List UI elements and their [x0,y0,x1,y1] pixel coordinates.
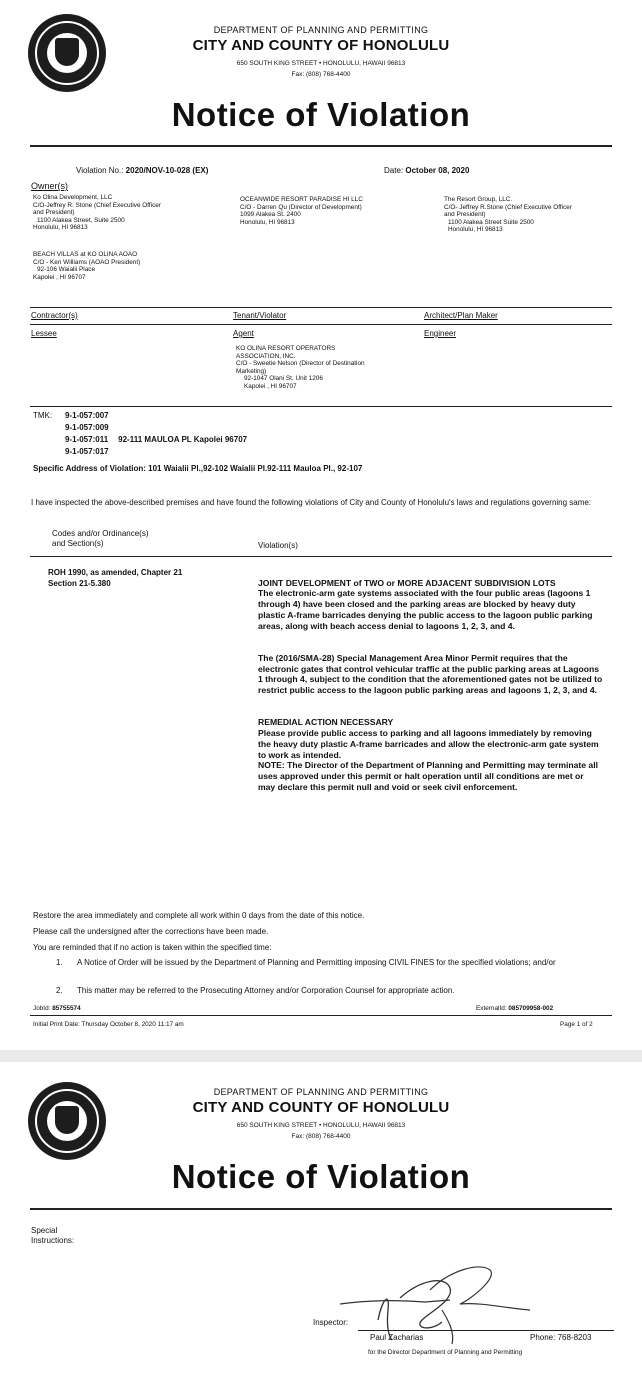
reminder-item-2: This matter may be referred to the Prosecuting Attorney and/or Corporation Counsel for appropriate action. [77,986,455,995]
inspector-label: Inspector: [313,1318,349,1327]
tmk-address: 92-111 MAULOA PL Kapolei 96707 [118,435,248,444]
owner-beach-villas: BEACH VILLAS at KO OLINA AOAO C/O - Ken Williams (AOAO President) 92-106 Waialii Place Kapolei , HI 96707 [33,251,141,281]
call-instruction: Please call the undersigned after the corrections have been made. [33,927,269,936]
specific-address: 101 Waialii Pl.,92-102 Waialii Pl.92-111 Mauloa Pl., 92-107 [148,464,363,473]
inspector-name: Paul Zacharias [370,1333,424,1342]
engineer-label: Engineer [424,329,457,338]
tenant-violator-label: Tenant/Violator [233,311,287,320]
violation-number: 2020/NOV-10-028 [125,166,191,175]
owners-label: Owner(s) [31,181,69,191]
tmk-label: TMK: [33,411,53,420]
codes-header: Codes and/or Ordinance(s) and Section(s) [52,529,149,548]
owner-oceanwide: OCEANWIDE RESORT PARADISE HI LLC C/O - Darren Qu (Director of Development) 1099 Alakea St. 2400 Honolulu, HI 96813 [240,196,363,226]
department-name: DEPARTMENT OF PLANNING AND PERMITTING [213,25,429,35]
restore-instruction: Restore the area immediately and complete all work within 0 days from the date of this notice. [33,911,365,920]
reminder-text: You are reminded that if no action is taken within the specified time: [33,943,272,952]
inspector-phone: Phone: 768-8203 [530,1333,592,1342]
violation-paragraph-1: JOINT DEVELOPMENT of TWO or MORE ADJACENT SUBDIVISION LOTS The electronic-arm gate systems associated with the four public areas (lagoons 1 through 4) have been closed and the parking areas are blocked by heavy duty plastic A-frame barricades denying the public access to the lagoon public parking areas, along with beach access denial to lagoons 1, 2, 3, and 4. [258,577,593,631]
agent-address: KO OLINA RESORT OPERATORS ASSOCIATION, INC. C/O - Sweetie Nelson (Director of Destination Marketing) 92-1047 Olani St. Unit 1206 Kapolei , HI 96707 [236,345,365,390]
document-title: Notice of Violation [171,96,471,133]
lessee-label: Lessee [31,329,57,338]
city-name-p2: CITY AND COUNTY OF HONOLULU [192,1099,450,1116]
department-address: 650 SOUTH KING STREET • HONOLULU, HAWAII 96813 [236,60,406,67]
print-date: Initial Print Date: Thursday October 8, 2020 11:17 am [33,1021,184,1028]
department-fax: Fax: (808) 768-4400 [291,71,351,78]
reminder-item-1-number: 1. [56,958,63,967]
document-title-p2: Notice of Violation [171,1158,471,1195]
reminder-item-1: A Notice of Order will be issued by the Department of Planning and Permitting imposing CIVIL FINES for the specified violations; and/or [77,958,556,967]
external-id: ExternalId: 085709958-002 [476,1005,554,1012]
violation-number-row: Violation No.: 2020/NOV-10-028 (EX) [76,166,209,175]
city-name: CITY AND COUNTY OF HONOLULU [192,37,450,54]
owner-resort-group: The Resort Group, LLC. C/O- Jeffrey R.Stone (Chief Executive Officer and President) 1100 Alakea Street Suite 2500 Honolulu, HI 96813 [444,196,572,233]
notice-page-2 [0,1062,642,1382]
department-address-p2: 650 SOUTH KING STREET • HONOLULU, HAWAII 96813 [236,1122,406,1129]
department-fax-p2: Fax: (808) 768-4400 [291,1133,351,1140]
job-id: JobId: 85755574 [33,1005,81,1012]
code-reference: ROH 1990, as amended, Chapter 21 Section 21-5.380 [48,568,183,588]
inspection-statement: I have inspected the above-described premises and have found the following violations of City and County of Honolulu's laws and regulations governing same: [31,498,592,507]
violations-header: Violation(s) [258,541,298,550]
special-instructions-label: Special Instructions: [31,1226,75,1245]
violation-paragraph-2: The (2016/SMA-28) Special Management Area Minor Permit requires that the electronic gates that control vehicular traffic at the public parking areas at Lagoons 1 through 4, subject to the condition that the aforementioned gates not be utilized to restrict public access to the lagoon public parking areas and lagoons 1, 2, 3, and 4. [258,652,603,696]
specific-address-row: Specific Address of Violation: 101 Waialii Pl.,92-102 Waialii Pl.92-111 Mauloa Pl., 92-107 [33,464,363,473]
violation-paragraph-3: REMEDIAL ACTION NECESSARY Please provide public access to parking and all lagoons immediately by removing the heavy duty plastic A-frame barricades and allow the electronic-arm gate system to work as intended. NOTE: The Director of the Department of Planning and Permitting may terminate all uses approved under this permit or halt operation until all conditions are met or may declare this permit null and void or seek civil enforcement. [258,717,599,792]
notice-date: October 08, 2020 [405,166,470,175]
violation-description [258,567,603,803]
page-number: Page 1 of 2 [560,1021,593,1028]
architect-label: Architect/Plan Maker [424,311,498,320]
tmk-list: 9-1-057:007 9-1-057:009 9-1-057:011 92-111 MAULOA PL Kapolei 96707 9-1-057:017 [65,411,248,456]
for-director-text: for the Director Department of Planning and Permitting [368,1349,523,1356]
department-name-p2: DEPARTMENT OF PLANNING AND PERMITTING [213,1087,429,1097]
owner-ko-olina-development: Ko Olina Development, LLC C/O-Jeffrey R. Stone (Chief Executive Officer and President) 1100 Alakea Street, Suite 2500 Honolulu, HI 96813 [33,194,161,231]
reminder-item-2-number: 2. [56,986,63,995]
notice-date-row: Date: October 08, 2020 [384,166,470,175]
contractors-label: Contractor(s) [31,311,78,320]
agent-label: Agent [233,329,254,338]
